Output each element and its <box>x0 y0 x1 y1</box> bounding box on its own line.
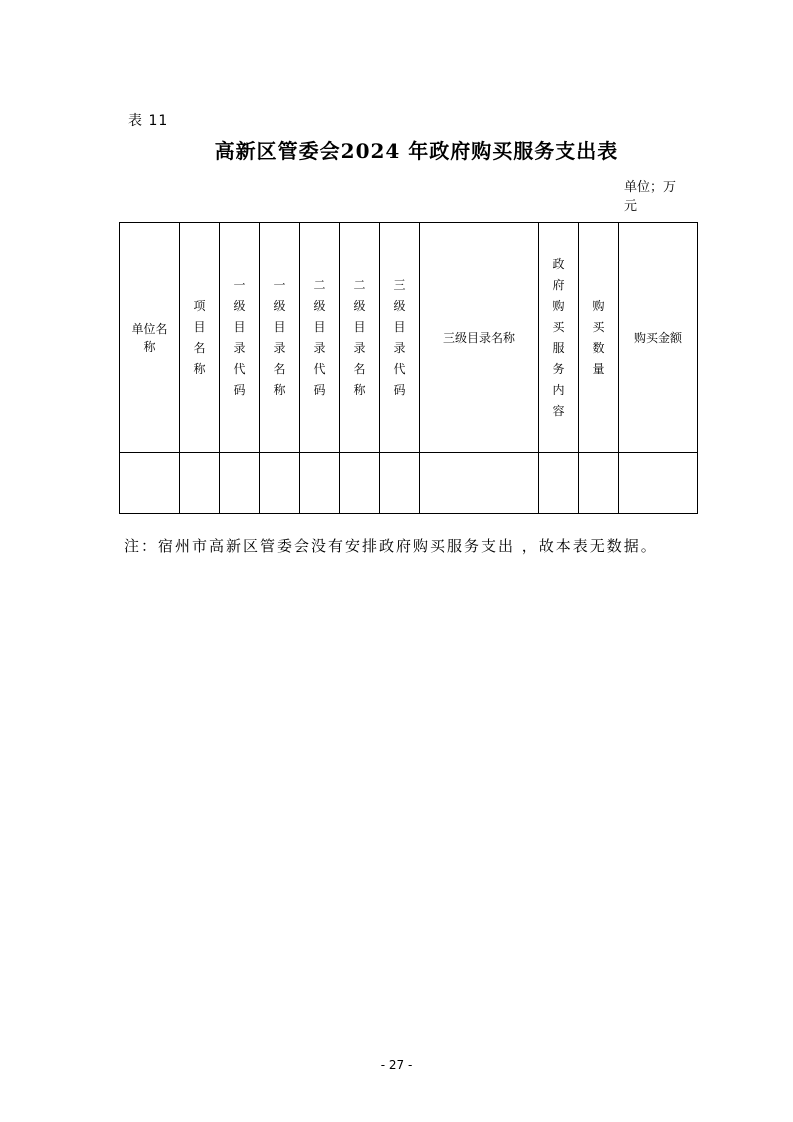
header-cell-quantity: 购买数量 <box>579 223 619 453</box>
purchase-services-table <box>119 222 698 514</box>
table-cell <box>380 453 420 514</box>
table-cell <box>220 453 260 514</box>
header-cell-service-content: 政府购买服务内容 <box>539 223 579 453</box>
header-cell-project-name: 项目名称 <box>180 223 220 453</box>
page-number: - 27 - <box>380 1058 413 1072</box>
table-cell <box>340 453 380 514</box>
table-cell <box>300 453 340 514</box>
footnote: 注：宿州市高新区管委会没有安排政府购买服务支出 ，故本表无数据。 <box>124 537 658 555</box>
table-cell <box>260 453 300 514</box>
header-cell-level3-code: 三级目录代码 <box>380 223 420 453</box>
table-cell <box>579 453 619 514</box>
header-cell-level1-name: 一级目录名称 <box>260 223 300 453</box>
header-cell-unit-name: 单位名称 <box>120 223 180 453</box>
table-number-label: 表 11 <box>128 113 169 129</box>
document-title: 高新区管委会2024 年政府购买服务支出表 <box>214 139 619 163</box>
table-cell <box>539 453 579 514</box>
table-header-row <box>120 223 698 453</box>
table-cell <box>619 453 698 514</box>
header-cell-level2-name: 二级目录名称 <box>340 223 380 453</box>
header-cell-amount: 购买金额 <box>619 223 698 453</box>
table-row <box>120 453 698 514</box>
table-cell <box>180 453 220 514</box>
header-cell-level2-code: 二级目录代码 <box>300 223 340 453</box>
table-cell <box>120 453 180 514</box>
header-cell-level1-code: 一级目录代码 <box>220 223 260 453</box>
header-cell-level3-name: 三级目录名称 <box>420 223 539 453</box>
unit-label: 单位；万元 <box>624 180 677 214</box>
table-cell <box>420 453 539 514</box>
